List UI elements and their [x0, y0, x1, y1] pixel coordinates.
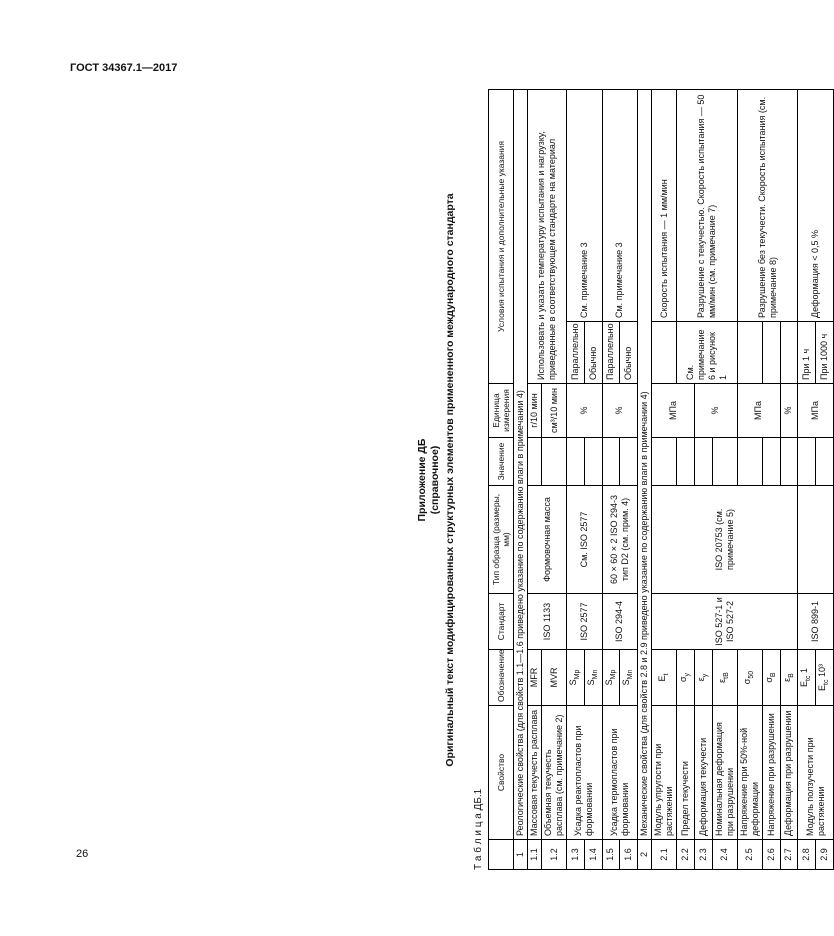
table-cell: ISO 2577: [567, 594, 603, 650]
table-cell: [737, 322, 762, 384]
col-header: Значение: [489, 438, 514, 486]
table-cell: [652, 438, 677, 486]
table-row: [638, 90, 652, 870]
table-cell: %: [602, 384, 638, 438]
table-cell: [652, 322, 677, 384]
table-cell: [567, 438, 585, 486]
table-cell: [620, 438, 638, 486]
table-cell: $S_{Mn}$: [584, 650, 602, 706]
table-row: [737, 90, 762, 870]
table-cell: [762, 322, 780, 384]
table-cell: Деформация при разрушении: [780, 706, 798, 840]
col-header: Обозначение: [489, 650, 514, 706]
table-cell: Параллельно: [602, 322, 620, 384]
table-cell: Усадка реактопластов при формовании: [567, 706, 603, 840]
table-cell: [694, 438, 712, 486]
table-row: [514, 90, 528, 870]
table-cell: Предел текучести: [677, 706, 695, 840]
table-cell: [542, 438, 567, 486]
table-cell: Объемная текучесть расплава (см. примечание 2): [542, 706, 567, 840]
section-header: Механические свойства (для свойств 2.8 и 2.9 приведено указание по содержанию влаги в примечании 4): [638, 90, 652, 840]
table-row: [652, 90, 677, 870]
table-cell: ISO 1133: [528, 594, 567, 650]
table-cell: Массовая текучесть расплава: [528, 706, 542, 840]
table-cell: 2: [638, 840, 652, 870]
col-header: Свойство: [489, 706, 514, 840]
table-cell: $E_{tc}$ 10³: [816, 650, 834, 706]
table-cell: Использовать и указать температуру испытания и нагрузку, приведенные в соответствующем стандарте на материал: [528, 90, 567, 384]
appendix-heading: Оригинальный текст модифицированных структурных элементов примененного международного стандарта: [444, 193, 456, 767]
table-row: [528, 90, 542, 870]
table-cell: 2.5: [737, 840, 762, 870]
table-cell: МПа: [798, 384, 834, 438]
table-cell: См. ISO 2577: [567, 486, 603, 594]
table-cell: [762, 438, 780, 486]
table-cell: $E_t$: [652, 650, 677, 706]
table-cell: При 1000 ч: [816, 322, 834, 384]
table-cell: Модуль упругости при растяжении: [652, 706, 677, 840]
appendix-title: Приложение ДБ (справочное): [416, 90, 442, 870]
table-cell: $S_{Mn}$: [620, 650, 638, 706]
table-cell: %: [694, 384, 737, 438]
table-row: [567, 90, 585, 870]
col-header: Тип образца (размеры, мм): [489, 486, 514, 594]
table-cell: Деформация < 0,5 %: [798, 90, 834, 322]
table-cell: $\sigma_B$: [762, 650, 780, 706]
table-cell: $\varepsilon_{tB}$: [712, 650, 737, 706]
table-cell: 1.4: [584, 840, 602, 870]
table-cell: Формовочная масса: [528, 486, 567, 594]
table-cell: [528, 438, 542, 486]
table-cell: [677, 438, 695, 486]
table-row: [602, 90, 620, 870]
table-cell: [798, 486, 834, 594]
table-cell: 2.7: [780, 840, 798, 870]
table-cell: ISO 899-1: [798, 594, 834, 650]
table-cell: MFR: [528, 650, 542, 706]
table-cell: $S_{Mp}$: [567, 650, 585, 706]
table-cell: См. примечание 3: [567, 90, 603, 322]
table-cell: $\varepsilon_y$: [694, 650, 712, 706]
table-cell: 1.2: [542, 840, 567, 870]
table-cell: Разрушение с текучестью. Скорость испытания — 50 мм/мин (см. примечание 7): [677, 90, 738, 322]
table-cell: 2.9: [816, 840, 834, 870]
col-header: Единица измерения: [489, 384, 514, 438]
table-cell: $S_{Mp}$: [602, 650, 620, 706]
table-cell: 2.6: [762, 840, 780, 870]
table-cell: МПа: [652, 384, 695, 438]
table-cell: См. примечание 6 и рисунок 1: [677, 322, 738, 384]
table-cell: г/10 мин: [528, 384, 542, 438]
table-cell: MVR: [542, 650, 567, 706]
table-cell: Деформация текучести: [694, 706, 712, 840]
page-number: 26: [76, 848, 89, 860]
table-cell: [712, 438, 737, 486]
table-cell: 1.6: [620, 840, 638, 870]
table-cell: %: [567, 384, 603, 438]
table-cell: [780, 322, 798, 384]
table-cell: 2.4: [712, 840, 737, 870]
table-cell: 2.3: [694, 840, 712, 870]
table-cell: Напряжение при разрушении: [762, 706, 780, 840]
page-header: ГОСТ 34367.1—2017: [70, 62, 178, 74]
table-caption: Т а б л и ц а ДБ.1: [473, 788, 484, 870]
table-cell: $\sigma_y$: [677, 650, 695, 706]
table-cell: Обычно: [584, 322, 602, 384]
table-cell: %: [780, 384, 798, 438]
table-cell: МПа: [737, 384, 780, 438]
table-cell: [780, 438, 798, 486]
table-cell: 1.1: [528, 840, 542, 870]
table-cell: [602, 438, 620, 486]
table-cell: Усадка термопластов при формовании: [602, 706, 638, 840]
table-cell: [737, 438, 762, 486]
table-cell: 1: [514, 840, 528, 870]
table-cell: 1.3: [567, 840, 585, 870]
table-cell: Номинальная деформация при разрушении: [712, 706, 737, 840]
table-cell: ISO 294-4: [602, 594, 638, 650]
table-cell: Разрушение без текучести. Скорость испытания (см. примечание 8): [737, 90, 798, 322]
table-header-row: [489, 90, 514, 870]
col-header: Стандарт: [489, 594, 514, 650]
table-cell: [489, 840, 514, 870]
appendix-subtitle: (справочное): [429, 445, 441, 515]
table-cell: ISO 527-1 и ISO 527-2: [652, 594, 798, 650]
table-cell: 2.8: [798, 840, 816, 870]
table-cell: $\varepsilon_B$: [780, 650, 798, 706]
table-row: [798, 90, 816, 870]
table-cell: 2.2: [677, 840, 695, 870]
section-header: Реологические свойства (для свойств 1.1—1.6 приведено указание по содержанию влаги в примечании 4): [514, 90, 528, 840]
standard-table: [488, 89, 834, 870]
table-cell: При 1 ч: [798, 322, 816, 384]
table-row: [677, 90, 695, 870]
table-cell: Напряжение при 50%-ной деформации: [737, 706, 762, 840]
table-cell: 2.1: [652, 840, 677, 870]
table-cell: Параллельно: [567, 322, 585, 384]
table-cell: 1.5: [602, 840, 620, 870]
col-header: Условия испытания и дополнительные указания: [489, 90, 514, 384]
table-cell: ISO 20753 (см. примечание 5): [652, 486, 798, 594]
table-cell: [798, 438, 816, 486]
table-cell: [816, 438, 834, 486]
rotated-content: [92, 90, 830, 870]
table-cell: $\sigma_{50}$: [737, 650, 762, 706]
table-cell: см³/10 мин: [542, 384, 567, 438]
table-cell: См. примечание 3: [602, 90, 638, 322]
table-cell: Скорость испытания — 1 мм/мин: [652, 90, 677, 322]
table-cell: $E_{tc}$ 1: [798, 650, 816, 706]
table-cell: Модуль ползучести при растяжении: [798, 706, 834, 840]
table-cell: Обычно: [620, 322, 638, 384]
table-cell: [584, 438, 602, 486]
table-cell: 60 × 60 × 2 ISO 294-3 тип D2 (см. прим. 4): [602, 486, 638, 594]
